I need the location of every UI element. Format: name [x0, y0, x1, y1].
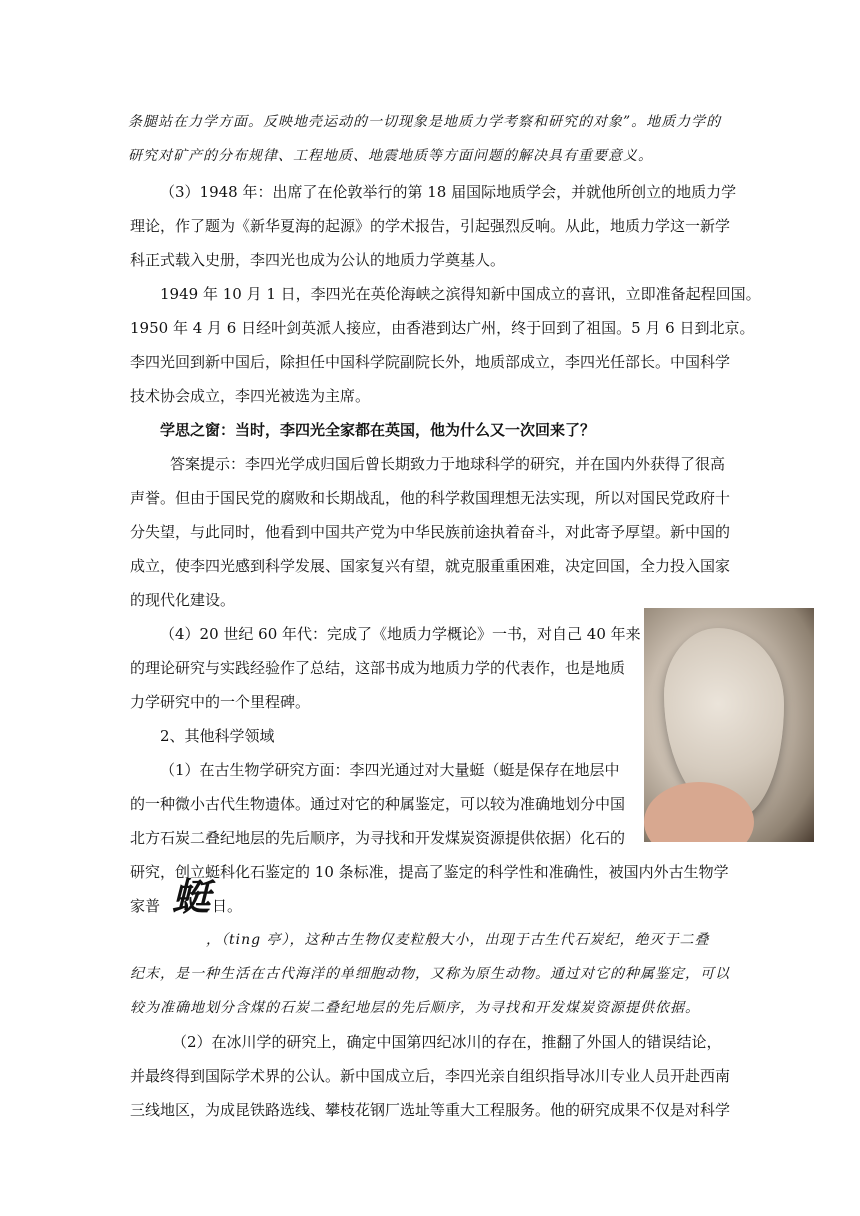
paragraph-line: 1950 年 4 月 6 日经叶剑英派人接应，由香港到达广州，终于回到了祖国。5 月 6 日到北京。 — [130, 319, 755, 337]
paragraph-line: 的一种微小古代生物遗体。通过对它的种属鉴定，可以较为准确地划分中国 — [130, 795, 626, 813]
paragraph-line: （4）20 世纪 60 年代：完成了《地质力学概论》一书，对自己 40 年来 — [160, 625, 641, 643]
paragraph-line: 并最终得到国际学术界的公认。新中国成立后，李四光亲自组织指导冰川专业人员开赴西南 — [130, 1067, 731, 1085]
paragraph-line: 成立，使李四光感到科学发展、国家复兴有望，就克服重重困难，决定回国，全力投入国家 — [130, 557, 731, 575]
paragraph-line: （3）1948 年：出席了在伦敦举行的第 18 届国际地质学会，并就他所创立的地质力学 — [160, 183, 737, 201]
paragraph-line: 声誉。但由于国民党的腐败和长期战乱，他的科学救国理想无法实现，所以对国民党政府十 — [130, 489, 731, 507]
paragraph-line: 的现代化建设。 — [130, 591, 236, 609]
paragraph-line: 科正式载入史册，李四光也成为公认的地质力学奠基人。 — [130, 251, 506, 269]
paragraph-line: 北方石炭二叠纪地层的先后顺序，为寻找和开发煤炭资源提供依据）化石的 — [130, 829, 626, 847]
paragraph-line: （1）在古生物学研究方面：李四光通过对大量蜓（蜓是保存在地层中 — [160, 761, 620, 779]
paragraph-line: 李四光回到新中国后，除担任中国科学院副院长外，地质部成立，李四光任部长。中国科学 — [130, 353, 731, 371]
paragraph-line: 答案提示：李四光学成归国后曾长期致力于地球科学的研究，并在国内外获得了很高 — [170, 455, 726, 473]
paragraph-line: 力学研究中的一个里程碑。 — [130, 693, 311, 711]
paragraph-line: 1949 年 10 月 1 日，李四光在英伦海峡之滨得知新中国成立的喜讯，立即准备起程回国。 — [160, 285, 761, 303]
glossary-character: 蜓 — [172, 874, 211, 919]
paragraph-line: 三线地区，为成昆铁路选线、攀枝花钢厂选址等重大工程服务。他的研究成果不仅是对科学 — [130, 1101, 731, 1119]
paragraph-line: 分失望，与此同时，他看到中国共产党为中华民族前途执着奋斗，对此寄予厚望。新中国的 — [130, 523, 731, 541]
note-line: ，（ting 亭），这种古生物仅麦粒般大小，出现于古生代石炭纪，绝灭于二叠 — [206, 932, 710, 948]
paragraph-line: 研究，创立蜓科化石鉴定的 10 条标准，提高了鉴定的科学性和准确性，被国内外古生物学 — [130, 863, 729, 881]
paragraph-line: 条腿站在力学方面。反映地壳运动的一切现象是地质力学考察和研究的对象”。地质力学的 — [128, 114, 722, 130]
section-heading: 学思之窗：当时，李四光全家都在英国，他为什么又一次回来了？ — [160, 421, 596, 439]
note-line: 纪末，是一种生活在古代海洋的单细胞动物，又称为原生动物。通过对它的种属鉴定，可以 — [130, 966, 730, 982]
paragraph-line: 技术协会成立，李四光被选为主席。 — [130, 387, 371, 405]
section-heading: 2、其他科学领域 — [160, 727, 275, 745]
paragraph-line: 研究对矿产的分布规律、工程地质、地震地质等方面问题的解决具有重要意义。 — [128, 148, 653, 164]
paragraph-line: 理论，作了题为《新华夏海的起源》的学术报告，引起强烈反响。从此，地质力学这一新学 — [130, 217, 731, 235]
paragraph-line: （2）在冰川学的研究上，确定中国第四纪冰川的存在，推翻了外国人的错误结论， — [172, 1033, 722, 1051]
paragraph-line: 日。 — [212, 897, 243, 915]
note-line: 较为准确地划分含煤的石炭二叠纪地层的先后顺序，为寻找和开发煤炭资源提供依据。 — [130, 1000, 700, 1016]
paragraph-line: 家普 — [130, 897, 161, 915]
paragraph-line: 的理论研究与实践经验作了总结，这部书成为地质力学的代表作，也是地质 — [130, 659, 626, 677]
fossil-photo — [644, 608, 814, 842]
